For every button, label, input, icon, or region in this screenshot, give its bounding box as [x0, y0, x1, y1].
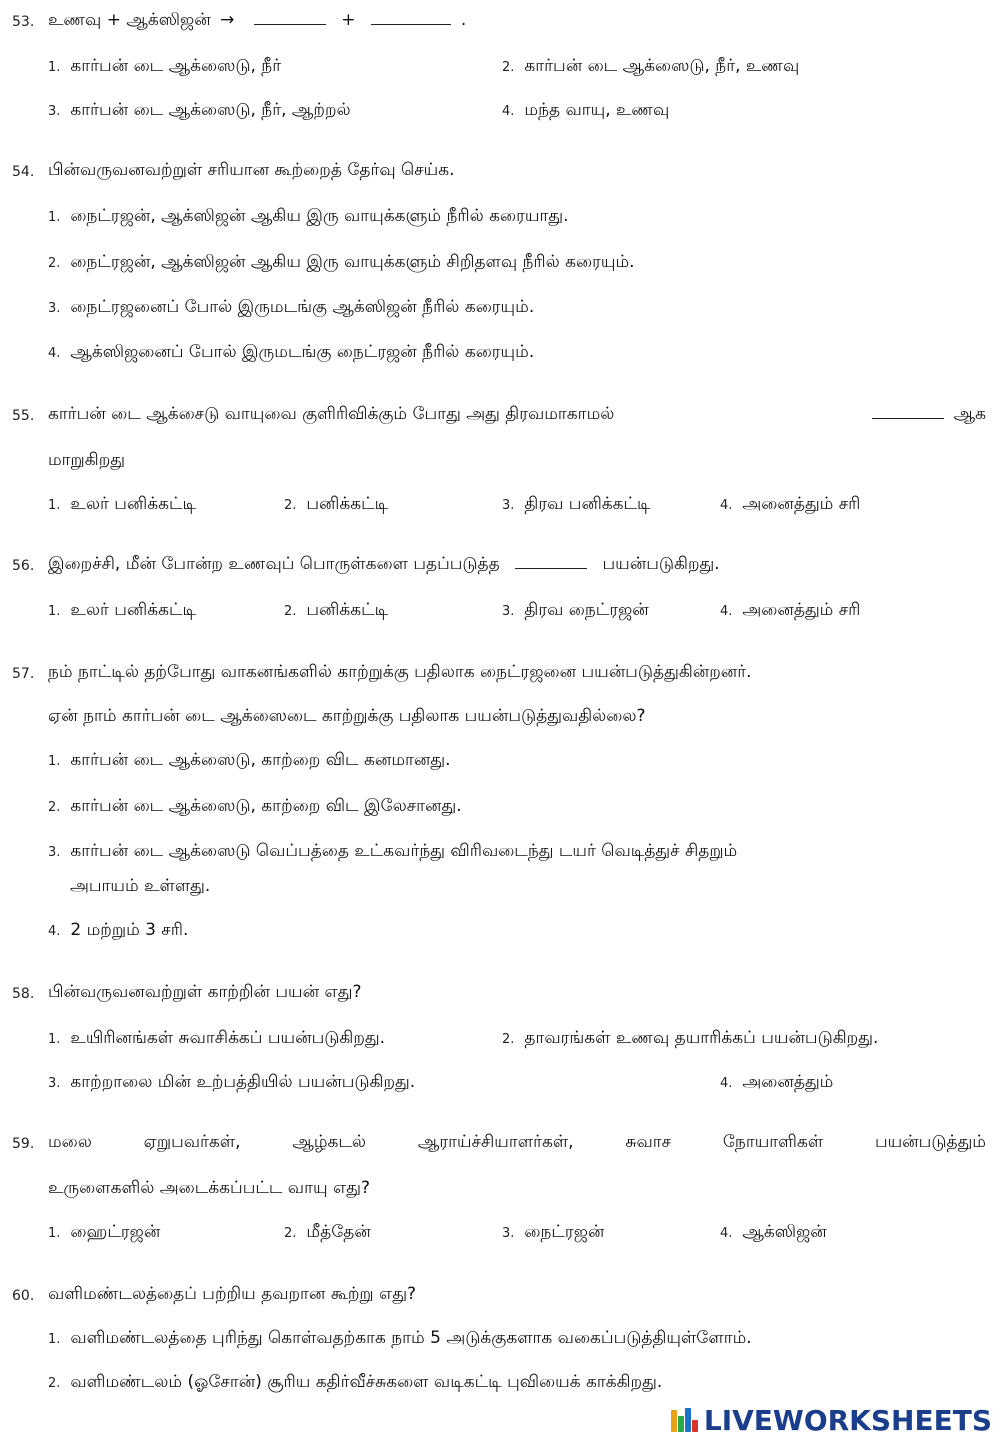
option-text: கார்பன் டை ஆக்ஸைடு, நீர்: [70, 56, 282, 76]
option-text: உயிரினங்கள் சுவாசிக்கப் பயன்படுகிறது.: [70, 1028, 386, 1048]
question-56-part-a: இறைச்சி, மீன் போன்ற உணவுப் பொருள்களை பதப்படுத்த: [48, 554, 500, 574]
option[interactable]: [48, 1028, 385, 1050]
option-number: 2.: [284, 1226, 297, 1241]
option-text: வளிமண்டலத்தை புரிந்து கொள்வதற்காக நாம் 5 அடுக்குகளாக வகைப்படுத்தியுள்ளோம்.: [70, 1328, 752, 1348]
option-text: ஹைட்ரஜன்: [70, 1222, 161, 1242]
question-text: [48, 554, 986, 576]
question-53-part-a: உணவு + ஆக்ஸிஜன்: [48, 10, 211, 30]
option-text: உலர் பனிக்கட்டி: [70, 600, 197, 620]
answer-blank[interactable]: [371, 12, 451, 25]
option-text: உலர் பனிக்கட்டி: [70, 494, 197, 514]
question-continuation: மாறுகிறது: [48, 450, 126, 470]
footer-brand[interactable]: [670, 1403, 992, 1437]
option-number: 4.: [720, 604, 733, 619]
option-number: 1.: [48, 1332, 61, 1347]
option-text: மீத்தேன்: [306, 1222, 371, 1242]
question-55-part-b: ஆக: [953, 404, 986, 424]
option-text: நைட்ரஜனைப் போல் இருமடங்கு ஆக்ஸிஜன் நீரில் கரையும்.: [70, 297, 535, 317]
option-number: 4.: [48, 924, 61, 939]
option-number: 2.: [502, 1032, 515, 1047]
option-text: திரவ பனிக்கட்டி: [524, 494, 651, 514]
question-53-period: .: [460, 10, 467, 30]
option-number: 3.: [48, 104, 61, 119]
question-number: 59.: [12, 1136, 35, 1152]
option[interactable]: [48, 750, 451, 772]
option-number: 1.: [48, 498, 61, 513]
option-number: 3.: [48, 845, 61, 860]
option[interactable]: [502, 100, 669, 122]
option-text: ஆக்ஸிஜனைப் போல் இருமடங்கு நைட்ரஜன் நீரில் கரையும்.: [70, 342, 535, 362]
answer-blank[interactable]: [515, 556, 587, 569]
option[interactable]: [284, 494, 388, 516]
option-text: கார்பன் டை ஆக்ஸைடு வெப்பத்தை உட்கவர்ந்து விரிவடைந்து டயர் வெடித்துச் சிதறும்: [70, 841, 738, 861]
option[interactable]: [48, 252, 635, 274]
option-number: 2.: [48, 1376, 61, 1391]
question-text: [48, 404, 986, 426]
brand-name: LIVEWORKSHEETS: [703, 1403, 992, 1437]
option-text: கார்பன் டை ஆக்ஸைடு, காற்றை விட கனமானது.: [70, 750, 451, 770]
question-number: 56.: [12, 558, 35, 574]
option[interactable]: [48, 297, 534, 319]
option-text: பனிக்கட்டி: [306, 600, 389, 620]
option[interactable]: [502, 1222, 604, 1244]
option[interactable]: [720, 494, 860, 516]
option-text: வளிமண்டலம் (ஓசோன்) சூரிய கதிர்வீச்சுகளை வடிகட்டி புவியைக் காக்கிறது.: [70, 1372, 663, 1392]
option[interactable]: [284, 1222, 371, 1244]
option-number: 4.: [502, 104, 515, 119]
question-text: பின்வருவனவற்றுள் சரியான கூற்றைத் தேர்வு செய்க.: [48, 160, 455, 180]
option-text: ஆக்ஸிஜன்: [742, 1222, 827, 1242]
option[interactable]: [48, 1072, 415, 1094]
option[interactable]: [720, 1222, 827, 1244]
option[interactable]: [48, 206, 569, 228]
option-number: 3.: [48, 301, 61, 316]
option-text: திரவ நைட்ரஜன்: [524, 600, 649, 620]
option-number: 2.: [284, 498, 297, 513]
option-text: மந்த வாயு, உணவு: [524, 100, 670, 120]
option[interactable]: [48, 100, 351, 122]
option-number: 3.: [502, 604, 515, 619]
option-number: 1.: [48, 1226, 61, 1241]
option[interactable]: [48, 1222, 160, 1244]
question-number: 60.: [12, 1288, 35, 1304]
option-number: 4.: [720, 1076, 733, 1091]
option-text: நைட்ரஜன், ஆக்ஸிஜன் ஆகிய இரு வாயுக்களும் சிறிதளவு நீரில் கரையும்.: [70, 252, 635, 272]
option[interactable]: [502, 56, 799, 78]
option-number: 4.: [720, 498, 733, 513]
option-text: தாவரங்கள் உணவு தயாரிக்கப் பயன்படுகிறது.: [524, 1028, 879, 1048]
option[interactable]: [502, 494, 651, 516]
option-number: 2.: [48, 256, 61, 271]
option[interactable]: [48, 342, 534, 364]
option[interactable]: [48, 841, 737, 863]
option[interactable]: [284, 600, 388, 622]
option-text: கார்பன் டை ஆக்ஸைடு, நீர், ஆற்றல்: [70, 100, 351, 120]
option-number: 1.: [48, 60, 61, 75]
option-text: கார்பன் டை ஆக்ஸைடு, நீர், உணவு: [524, 56, 800, 76]
liveworksheets-logo-icon: [670, 1406, 700, 1434]
option-number: 4.: [720, 1226, 733, 1241]
option[interactable]: [48, 1372, 662, 1394]
option-number: 3.: [502, 1226, 515, 1241]
option[interactable]: [48, 600, 196, 622]
option-number: 3.: [48, 1076, 61, 1091]
option-text: அனைத்தும் சரி: [742, 600, 861, 620]
question-number: 57.: [12, 666, 35, 682]
option-number: 1.: [48, 604, 61, 619]
option-text: பனிக்கட்டி: [306, 494, 389, 514]
option[interactable]: [48, 796, 462, 818]
question-53-plus: +: [341, 10, 356, 30]
option[interactable]: [48, 494, 196, 516]
question-text: நம் நாட்டில் தற்போது வாகனங்களில் காற்றுக்கு பதிலாக நைட்ரஜனை பயன்படுத்துகின்றனர்.: [48, 662, 752, 682]
question-text: பின்வருவனவற்றுள் காற்றின் பயன் எது?: [48, 982, 362, 1002]
option-text: நைட்ரஜன், ஆக்ஸிஜன் ஆகிய இரு வாயுக்களும் நீரில் கரையாது.: [70, 206, 569, 226]
option-text: நைட்ரஜன்: [524, 1222, 605, 1242]
question-55-part-a: கார்பன் டை ஆக்சைடு வாயுவை குளிரிவிக்கும் போது அது திரவமாகாமல்: [48, 404, 615, 424]
option-number: 2.: [502, 60, 515, 75]
option[interactable]: [720, 600, 860, 622]
option-number: 2.: [48, 800, 61, 815]
question-continuation: ஏன் நாம் கார்பன் டை ஆக்ஸைடை காற்றுக்கு பதிலாக பயன்படுத்துவதில்லை?: [48, 706, 646, 726]
option-continuation: அபாயம் உள்ளது.: [70, 876, 211, 896]
option-text: காற்றாலை மின் உற்பத்தியில் பயன்படுகிறது.: [70, 1072, 416, 1092]
option-text: 2 மற்றும் 3 சரி.: [70, 920, 189, 940]
question-number: 55.: [12, 408, 35, 424]
option-text: அனைத்தும் சரி: [742, 494, 861, 514]
question-56-part-b: பயன்படுகிறது.: [602, 554, 720, 574]
question-number: 58.: [12, 986, 35, 1002]
question-text: வளிமண்டலத்தைப் பற்றிய தவறான கூற்று எது?: [48, 1284, 417, 1304]
arrow-icon: →: [220, 10, 235, 30]
option-number: 1.: [48, 754, 61, 769]
question-text: [48, 10, 986, 32]
option[interactable]: [48, 1328, 752, 1350]
option[interactable]: [502, 1028, 878, 1050]
option-number: 3.: [502, 498, 515, 513]
question-text: மலை ஏறுபவர்கள், ஆழ்கடல் ஆராய்ச்சியாளர்கள், சுவாச நோயாளிகள் பயன்படுத்தும்: [48, 1132, 986, 1152]
option[interactable]: [48, 56, 281, 78]
question-number: 54.: [12, 164, 35, 180]
answer-blank[interactable]: [872, 406, 944, 419]
option-text: அனைத்தும்: [742, 1072, 834, 1092]
option[interactable]: [720, 1072, 833, 1094]
question-continuation: உருளைகளில் அடைக்கப்பட்ட வாயு எது?: [48, 1178, 370, 1198]
option-number: 2.: [284, 604, 297, 619]
option[interactable]: [502, 600, 649, 622]
option-text: கார்பன் டை ஆக்ஸைடு, காற்றை விட இலேசானது.: [70, 796, 462, 816]
answer-blank[interactable]: [254, 12, 326, 25]
option-number: 4.: [48, 346, 61, 361]
option-number: 1.: [48, 1032, 61, 1047]
option-number: 1.: [48, 210, 61, 225]
question-number: 53.: [12, 14, 35, 30]
option[interactable]: [48, 920, 188, 942]
